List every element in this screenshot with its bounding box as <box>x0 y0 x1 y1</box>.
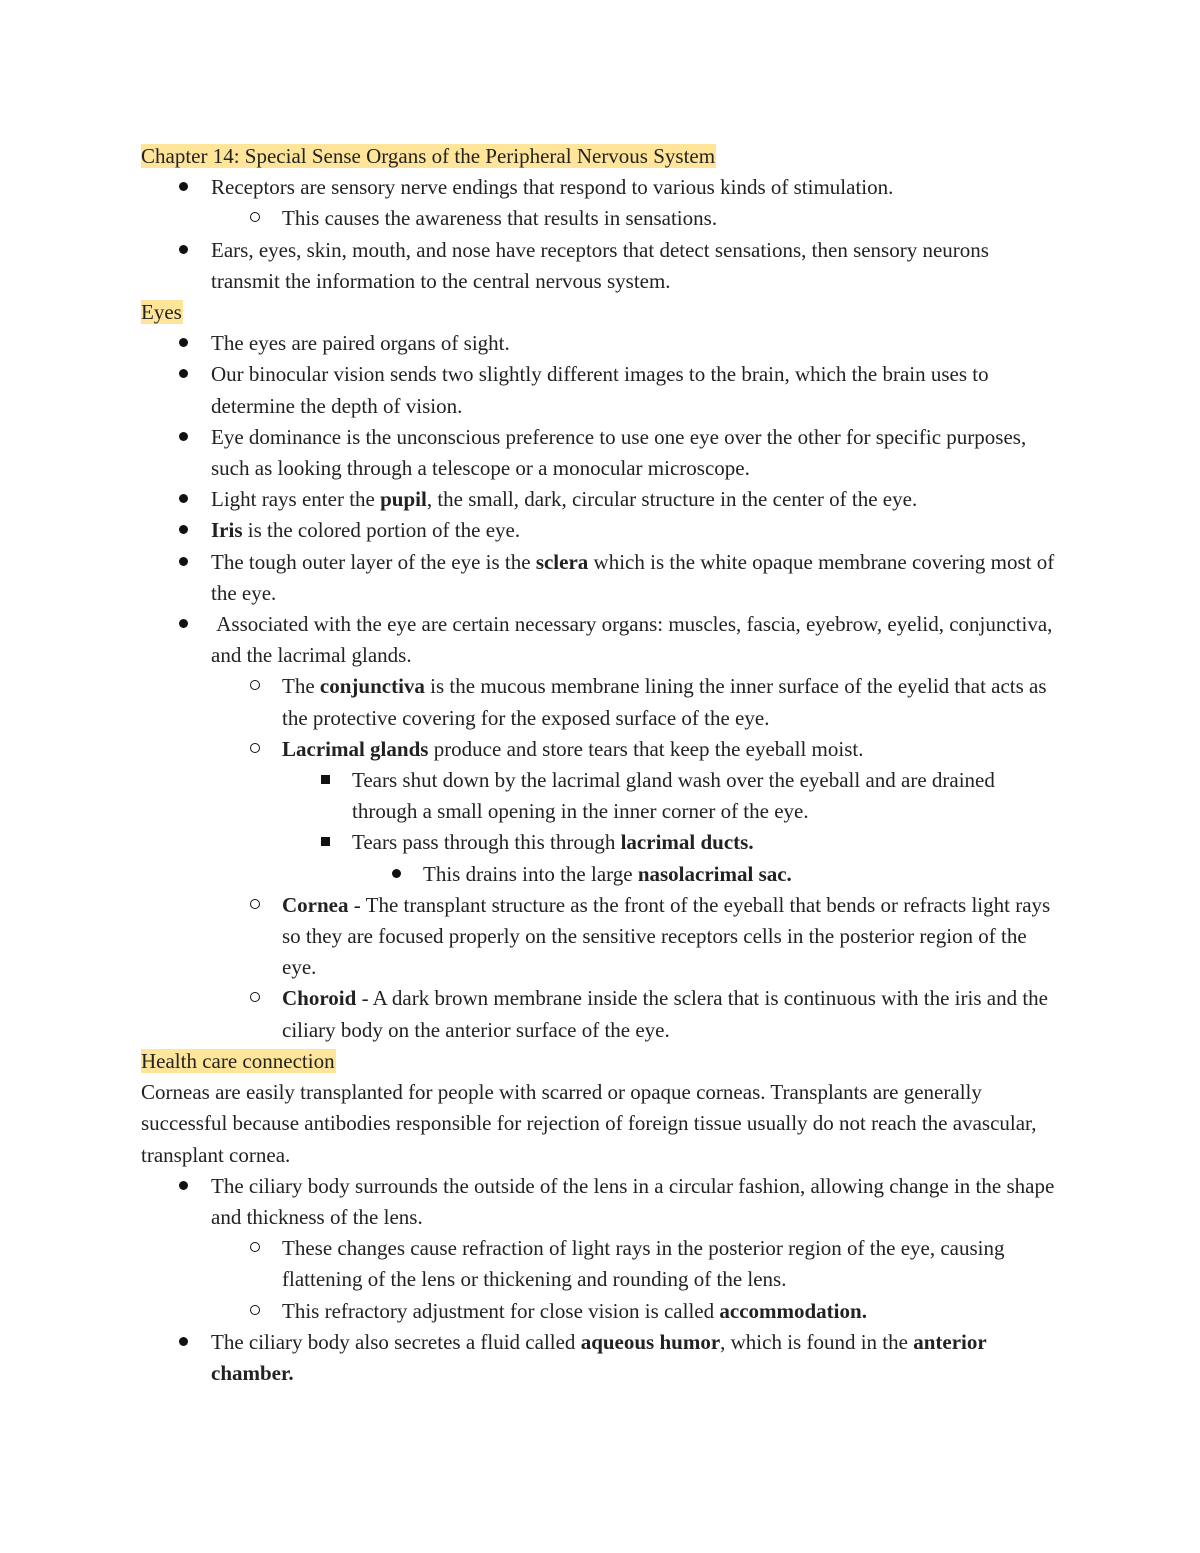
bullet-icon <box>173 515 193 546</box>
list-item: The ciliary body surrounds the outside of the lens in a circular fashion, allowing change in the shape and thickness of the lens. <box>141 1171 1061 1233</box>
bullet-icon <box>173 328 193 359</box>
list-item: The ciliary body also secretes a fluid called aqueous humor, which is found in the anterior chamber. <box>141 1327 1061 1389</box>
bullet-icon <box>173 609 193 640</box>
bullet-icon <box>173 1327 193 1358</box>
square-bullet-icon <box>315 765 335 796</box>
list-item: This drains into the large nasolacrimal sac. <box>141 859 1061 890</box>
eyes-heading: Eyes <box>141 300 182 325</box>
list-item: The conjunctiva is the mucous membrane lining the inner surface of the eyelid that acts as the protective covering for the exposed surface of the eye. <box>141 671 1061 733</box>
list-item: This causes the awareness that results in sensations. <box>141 203 1061 234</box>
list-item: Cornea - The transplant structure as the front of the eyeball that bends or refracts light rays so they are focused properly on the sensitive receptors cells in the posterior region of the eye. <box>141 890 1061 984</box>
hollow-bullet-icon <box>245 1296 265 1327</box>
hollow-bullet-icon <box>245 1233 265 1264</box>
health-list <box>141 1171 1061 1389</box>
list-item: Tears pass through this through lacrimal ducts. <box>141 827 1061 858</box>
list-item: This refractory adjustment for close vision is called accommodation. <box>141 1296 1061 1327</box>
list-item: Iris is the colored portion of the eye. <box>141 515 1061 546</box>
health-paragraph: Corneas are easily transplanted for people with scarred or opaque corneas. Transplants are generally successful because antibodies responsible for rejection of foreign tissue usually do not reach the avascular, transplant cornea. <box>141 1080 1037 1167</box>
list-item: Light rays enter the pupil, the small, dark, circular structure in the center of the eye. <box>141 484 1061 515</box>
square-bullet-icon <box>315 827 335 858</box>
document-page <box>141 141 1061 1389</box>
list-item: Associated with the eye are certain necessary organs: muscles, fascia, eyebrow, eyelid, conjunctiva, and the lacrimal glands. <box>141 609 1061 671</box>
list-item: Lacrimal glands produce and store tears that keep the eyeball moist. <box>141 734 1061 765</box>
chapter-heading: Chapter 14: Special Sense Organs of the Peripheral Nervous System <box>141 144 716 168</box>
list-item: The eyes are paired organs of sight. <box>141 328 1061 359</box>
bullet-icon <box>173 547 193 578</box>
list-item: Ears, eyes, skin, mouth, and nose have receptors that detect sensations, then sensory neurons transmit the information to the central nervous system. <box>141 235 1061 297</box>
hollow-bullet-icon <box>245 671 265 702</box>
eyes-list <box>141 328 1061 1046</box>
bullet-icon <box>173 484 193 515</box>
bullet-icon <box>173 172 193 203</box>
list-item: Our binocular vision sends two slightly different images to the brain, which the brain uses to determine the depth of vision. <box>141 359 1061 421</box>
hollow-bullet-icon <box>245 983 265 1014</box>
hollow-bullet-icon <box>245 734 265 765</box>
bullet-icon <box>386 859 406 890</box>
list-item: Choroid - A dark brown membrane inside the sclera that is continuous with the iris and the ciliary body on the anterior surface of the eye. <box>141 983 1061 1045</box>
health-heading: Health care connection <box>141 1048 335 1073</box>
intro-list <box>141 172 1061 297</box>
bullet-icon <box>173 422 193 453</box>
bullet-icon <box>173 359 193 390</box>
bullet-icon <box>173 235 193 266</box>
list-item: The tough outer layer of the eye is the sclera which is the white opaque membrane covering most of the eye. <box>141 547 1061 609</box>
list-item: These changes cause refraction of light rays in the posterior region of the eye, causing flattening of the lens or thickening and rounding of the lens. <box>141 1233 1061 1295</box>
bullet-icon <box>173 1171 193 1202</box>
hollow-bullet-icon <box>245 890 265 921</box>
list-item: Receptors are sensory nerve endings that respond to various kinds of stimulation. <box>141 172 1061 203</box>
list-item: Tears shut down by the lacrimal gland wash over the eyeball and are drained through a small opening in the inner corner of the eye. <box>141 765 1061 827</box>
hollow-bullet-icon <box>245 203 265 234</box>
list-item: Eye dominance is the unconscious preference to use one eye over the other for specific purposes, such as looking through a telescope or a monocular microscope. <box>141 422 1061 484</box>
